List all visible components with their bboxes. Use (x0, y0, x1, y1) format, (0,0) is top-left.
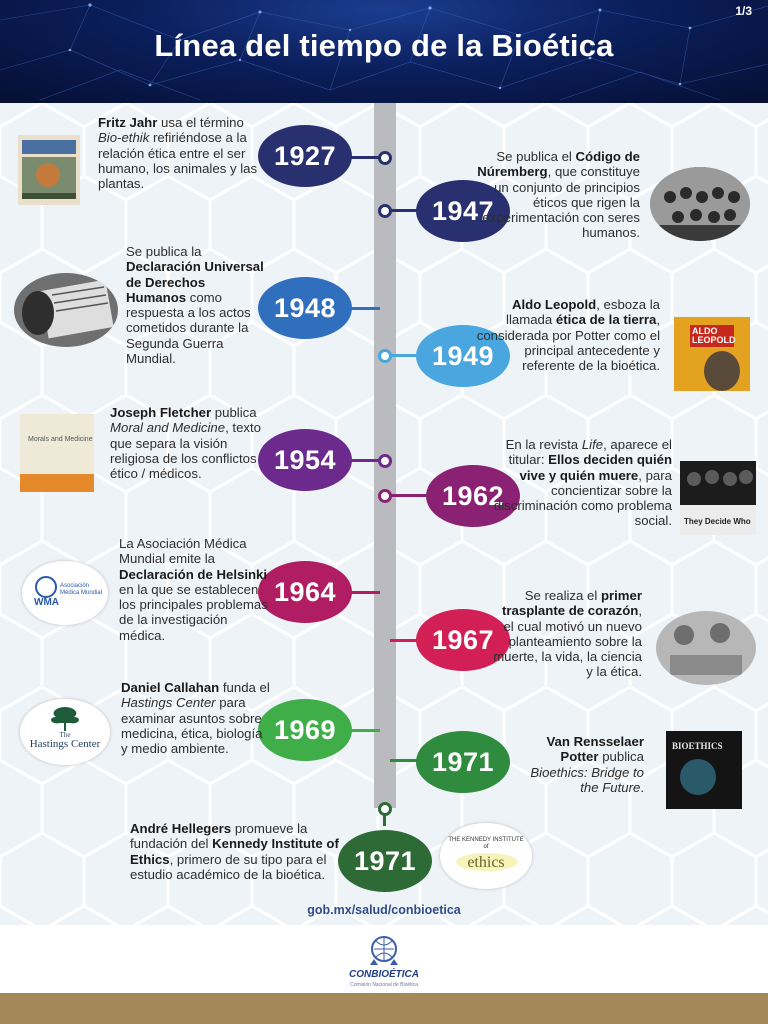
page-title: Línea del tiempo de la Bioética (154, 28, 614, 63)
conbioetica-logo-text: CONBIOÉTICA (349, 969, 419, 980)
timeline-dot-1962 (378, 489, 392, 503)
event-text-1964: La Asociación Médica Mundial emite la Declaración de Helsinki en la que se establecen los principales problemas de la investigación médica. (119, 536, 268, 643)
year-badge-1947: 1947 (416, 180, 510, 242)
event-text-1947: Se publica el Código de Núremberg, que constituye un conjunto de principios éticos que rigen la experimentación con seres humanos. (477, 149, 640, 241)
year-badge-1954: 1954 (258, 429, 352, 491)
header-banner (0, 0, 768, 103)
timeline-dot-1949 (378, 349, 392, 363)
event-text-1969: Daniel Callahan funda el Hastings Center para examinar asuntos sobre medicina, ética, biología y medio ambiente. (121, 680, 270, 757)
kosmos-magazine-image (14, 135, 84, 205)
year-badge-1971-kennedy: 1971 (338, 830, 432, 892)
year-badge-1948: 1948 (258, 277, 352, 339)
conbioetica-logo-subtitle: Comisión Nacional de Bioética (350, 982, 418, 988)
bioethics-book: BIOETHICS (666, 731, 742, 809)
hastings-center-logo: The Hastings Center (20, 699, 110, 765)
morals-and-medicine-book: Morals and Medicine (20, 414, 94, 492)
nuremberg-trial-photo (650, 167, 750, 241)
wma-logo: WMA Asociación Médica Mundial (22, 561, 108, 625)
page-indicator: 1/3 (735, 4, 752, 18)
newspaper-photo (14, 273, 118, 347)
footer-band (0, 993, 768, 1024)
event-text-1967: Se realiza el primer trasplante de corazón, el cual motivó un nuevo planteamiento sobre la muerte, la vida, la ciencia y la ética. (493, 588, 642, 680)
year-badge-1927: 1927 (258, 125, 352, 187)
event-text-1948: Se publica la Declaración Universal de Derechos Humanos como respuesta a los actos cometidos durante la Segunda Guerra Mundial. (126, 244, 264, 367)
timeline-dot-1927 (378, 151, 392, 165)
event-text-1954: Joseph Fletcher publica Moral and Medicine, texto que separa la visión religiosa de los conflictos ético / médicos. (110, 405, 262, 482)
event-text-1971-potter: Van Rensselaer Potter publica Bioethics: Bridge to the Future. (530, 734, 644, 795)
timeline-dot-1954 (378, 454, 392, 468)
connector-1954 (350, 459, 380, 462)
year-badge-1969: 1969 (258, 699, 352, 761)
connector-1969 (350, 729, 380, 732)
kennedy-institute-logo: THE KENNEDY INSTITUTE of ethics (440, 823, 532, 889)
website-link[interactable]: gob.mx/salud/conbioetica (307, 903, 461, 917)
connector-1948 (350, 307, 380, 310)
year-badge-1949: 1949 (416, 325, 510, 387)
year-badge-1967: 1967 (416, 609, 510, 671)
connector-1962 (390, 494, 430, 497)
year-badge-1971-potter: 1971 (416, 731, 510, 793)
event-text-1962: En la revista Life, aparece el titular: Ellos deciden quién vive y quién muere, para concientizar sobre la discriminación como problema social. (493, 437, 672, 529)
timeline-dot-1947 (378, 204, 392, 218)
aldo-leopold-book: ALDO LEOPOLD (674, 317, 750, 391)
event-text-1927: Fritz Jahr usa el término Bio-ethik refiriéndose a la relación ética entre el ser humano, los animales y las plantas. (98, 115, 258, 192)
year-badge-1964: 1964 (258, 561, 352, 623)
surgery-photo (656, 611, 756, 685)
event-text-1971-kennedy: André Hellegers promueve la fundación del Kennedy Institute of Ethics, primero de su tipo para el estudio académico de la bioética. (130, 821, 339, 882)
life-magazine-photo: They Decide Who (680, 461, 756, 535)
connector-1964 (350, 591, 380, 594)
event-text-1949: Aldo Leopold, esboza la llamada ética de la tierra, considerada por Potter como el principal antecedente y referente de la bioética. (476, 297, 660, 374)
timeline-content (0, 103, 768, 925)
year-badge-1962: 1962 (426, 465, 520, 527)
timeline-dot-1971-kennedy (378, 802, 392, 816)
